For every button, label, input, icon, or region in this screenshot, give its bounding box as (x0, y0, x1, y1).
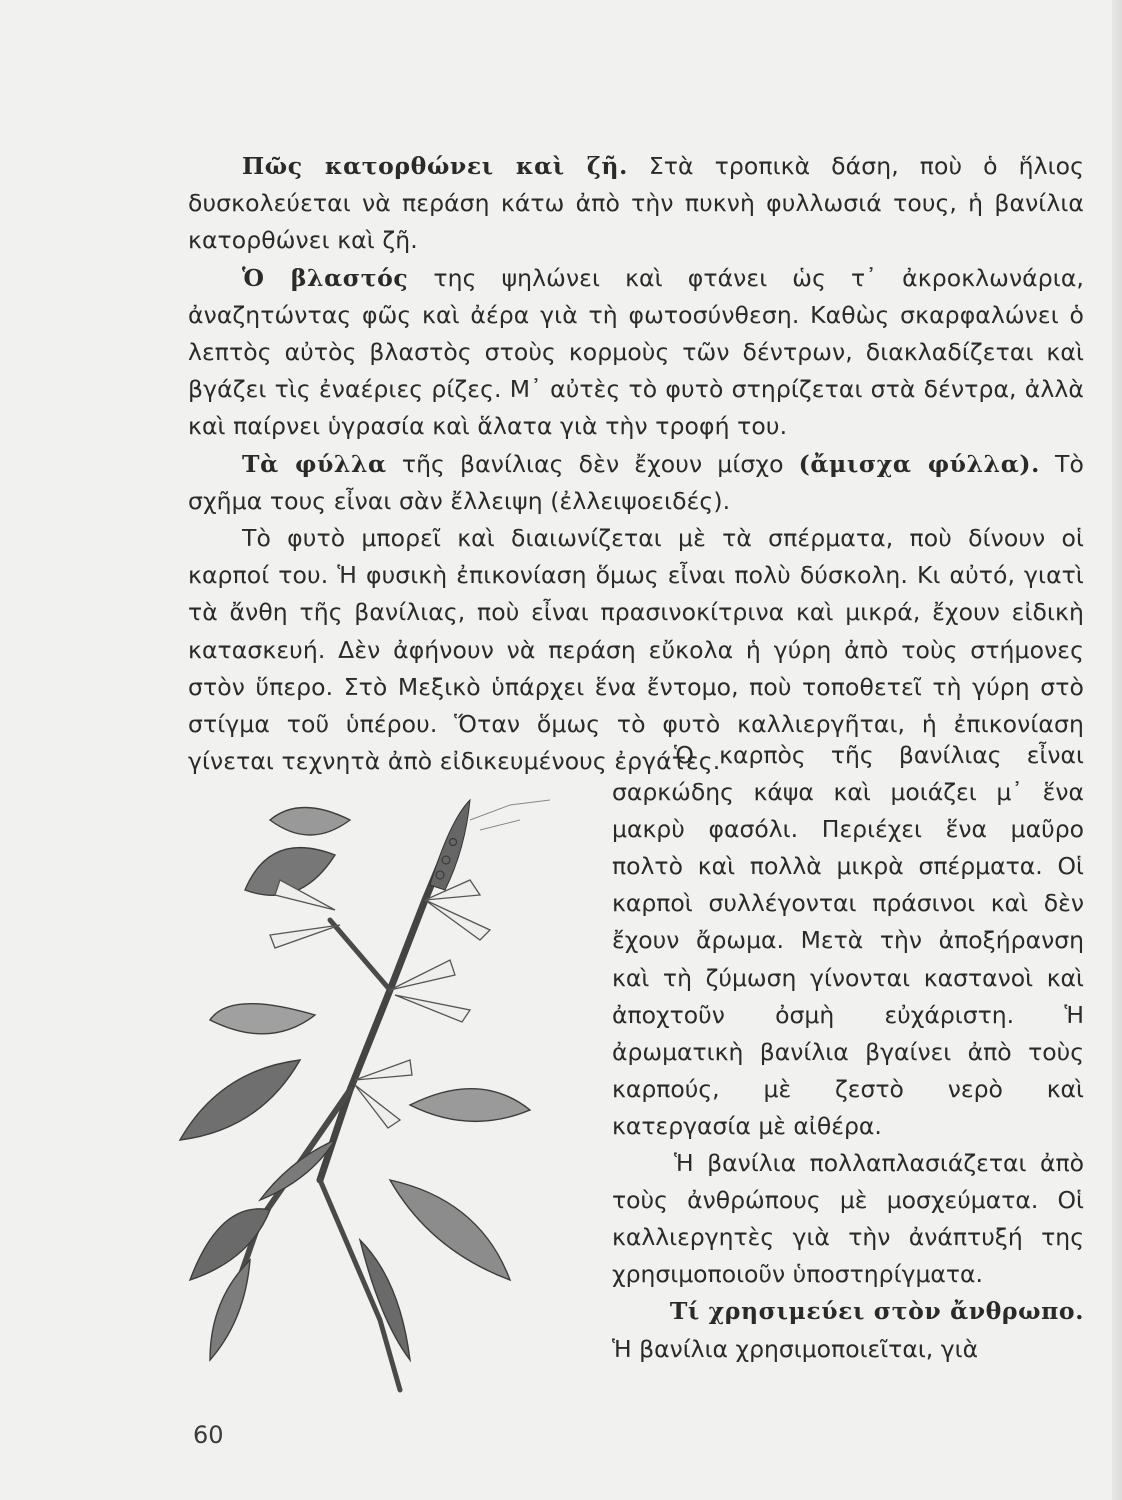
heading-how-it-survives: Πῶς κατορθώνει καὶ ζῆ. (242, 152, 628, 180)
paragraph-text: Στὰ τροπικὰ δάση, ποὺ ὁ ἥλιος δυσκολεύεται νὰ περάση κάτω ἀπὸ τὴν πυκνὴ φυλλωσιά τους, ἡ βανίλια κατορθώνει καὶ ζῆ. (188, 152, 1084, 255)
heading-stem: Ὁ βλαστός (242, 263, 409, 292)
paragraph-how-it-survives (188, 148, 1084, 260)
paragraph-pollination: Τὸ φυτὸ μπορεῖ καὶ διαιωνίζεται μὲ τὰ σπέρματα, ποὺ δίνουν οἱ καρποί του. Ἡ φυσικὴ ἐπικονίαση ὅμως εἶναι πολὺ δύσκολη. Κι αὐτό, γιατὶ τὰ ἄνθη τῆς βανίλιας, ποὺ εἶναι πρασινοκίτρινα καὶ μικρά, ἔχουν εἰδικὴ κατασκευή. Δὲν ἀφήνουν νὰ περάση εὔκολα ἡ γύρη ἀπὸ τοὺς στήμονες στὸν ὕπερο. Στὸ Μεξικὸ ὑπάρχει ἕνα ἔντομο, ποὺ τοποθετεῖ τὴ γύρη στὸ στίγμα τοῦ ὑπέρου. Ὅταν ὅμως τὸ φυτὸ καλλιεργῆται, ἡ ἐπικονίαση γίνεται τεχνητὰ ἀπὸ εἰδικευμένους ἐργάτες. (188, 524, 1084, 776)
wrapped-text-column (612, 737, 1084, 1368)
paragraph-text: τῆς βανίλιας δὲν ἔχουν μίσχο (386, 449, 799, 478)
paragraph-propagation: Ἡ βανίλια πολλαπλασιάζεται ἀπὸ τοὺς ἀνθρώπους μὲ μοσχεύματα. Οἱ καλλιεργητὲς γιὰ τὴν ἀνάπτυξή της χρησιμοποιοῦν ὑποστηρίγματα. (612, 1149, 1084, 1289)
page-number: 60 (193, 1421, 224, 1449)
paragraph-leaves (188, 446, 1084, 520)
paragraph-stem (188, 260, 1084, 446)
paragraph-uses-start: Ἡ βανίλια χρησιμοποιεῖται, γιὰ (612, 1334, 979, 1363)
paragraph-fruit: Ὁ καρπὸς τῆς βανίλιας εἶναι σαρκώδης κάψα καὶ μοιάζει μ᾿ ἕνα μακρὺ φασόλι. Περιέχει ἕνα μαῦρο πολτὸ καὶ πολλὰ μικρὰ σπέρματα. Οἱ καρποὶ συλλέγονται πράσινοι καὶ δὲν ἔχουν ἄρωμα. Μετὰ τὴν ἀποξήρανση καὶ τὴ ζύμωση γίνονται καστανοὶ καὶ ἀποχτοῦν ὀσμὴ εὐχάριστη. Ἡ ἀρωματικὴ βανίλια βγαίνει ἀπὸ τοὺς καρπούς, μὲ ζεστὸ νερὸ καὶ κατεργασία μὲ αἰθέρα. (612, 741, 1084, 1140)
main-text-column (188, 148, 1084, 780)
page-edge-shadow (1112, 0, 1122, 1500)
heading-uses: Τί χρησιμεύει στὸν ἄνθρωπο. (669, 1297, 1084, 1326)
vanilla-plant-illustration (150, 760, 610, 1400)
paragraph-text: Τὸ σχῆμα τους εἶναι σὰν ἔλλειψη (ἐλλειψοειδές). (188, 449, 1084, 515)
heading-leaves: Τὰ φύλλα (242, 449, 387, 478)
paragraph-text: της ψηλώνει καὶ φτάνει ὡς τ᾿ ἀκροκλωνάρια, ἀναζητώντας φῶς καὶ ἀέρα γιὰ τὴ φωτοσύνθεση. Καθὼς σκαρφαλώνει ὁ λεπτὸς αὐτὸς βλαστὸς στοὺς κορμοὺς τῶν δέντρων, διακλαδίζεται καὶ βγάζει τὶς ἐναέριες ρίζες. Μ᾿ αὐτὲς τὸ φυτὸ στηρίζεται στὰ δέντρα, ἀλλὰ καὶ παίρνει ὑγρασία καὶ ἅλατα γιὰ τὴν τροφή του. (188, 263, 1084, 441)
term-sessile-leaves: (ἄμισχα φύλλα). (798, 449, 1040, 478)
